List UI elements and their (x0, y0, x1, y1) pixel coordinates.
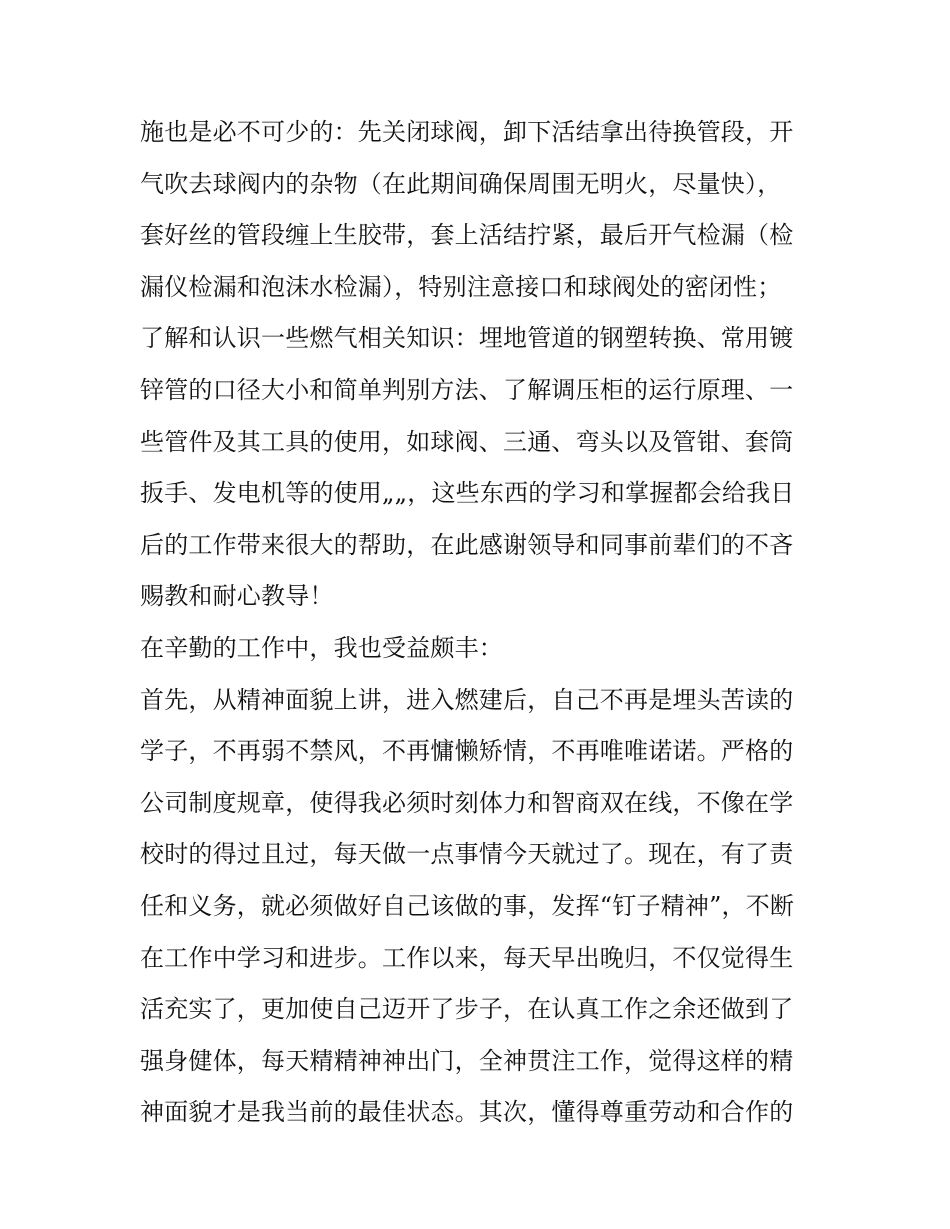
text-line: 在工作中学习和进步。工作以来，每天早出晚归，不仅觉得生 (140, 943, 794, 972)
text-line: 在辛勤的工作中，我也受益颇丰： (140, 633, 503, 662)
text-line: 公司制度规章，使得我必须时刻体力和智商双在线，不像在学 (140, 788, 794, 817)
text-line: 锌管的口径大小和简单判别方法、了解调压柜的运行原理、一 (140, 375, 794, 404)
text-line: 首先，从精神面貌上讲，进入燃建后，自己不再是埋头苦读的 (140, 685, 794, 714)
text-line: 校时的得过且过，每天做一点事情今天就过了。现在，有了责 (140, 840, 794, 869)
text-line: 神面貌才是我当前的最佳状态。其次，懂得尊重劳动和合作的 (140, 1098, 794, 1127)
text-line: 扳手、发电机等的使用„„，这些东西的学习和掌握都会给我日 (140, 479, 795, 508)
body-text (140, 107, 820, 1139)
text-line: 活充实了，更加使自己迈开了步子，在认真工作之余还做到了 (140, 995, 794, 1024)
text-line: 赐教和耐心教导！ (140, 582, 334, 611)
text-line: 后的工作带来很大的帮助，在此感谢领导和同事前辈们的不吝 (140, 530, 794, 559)
text-line: 强身健体，每天精精神神出门，全神贯注工作，觉得这样的精 (140, 1046, 794, 1075)
text-line: 漏仪检漏和泡沫水检漏），特别注意接口和球阀处的密闭性； (140, 272, 782, 301)
text-line: 了解和认识一些燃气相关知识：埋地管道的钢塑转换、常用镀 (140, 324, 794, 353)
text-line: 任和义务，就必须做好自己该做的事，发挥“钉子精神”，不断 (140, 891, 795, 920)
text-line: 气吹去球阀内的杂物（在此期间确保周围无明火，尽量快）， (140, 169, 782, 198)
text-line: 些管件及其工具的使用，如球阀、三通、弯头以及管钳、套筒 (140, 427, 794, 456)
text-line: 套好丝的管段缠上生胶带，套上活结拧紧，最后开气检漏（检 (140, 221, 794, 250)
text-line: 学子，不再弱不禁风，不再慵懒矫情，不再唯唯诺诺。严格的 (140, 737, 794, 766)
text-line: 施也是必不可少的：先关闭球阀，卸下活结拿出待换管段，开 (140, 118, 794, 146)
